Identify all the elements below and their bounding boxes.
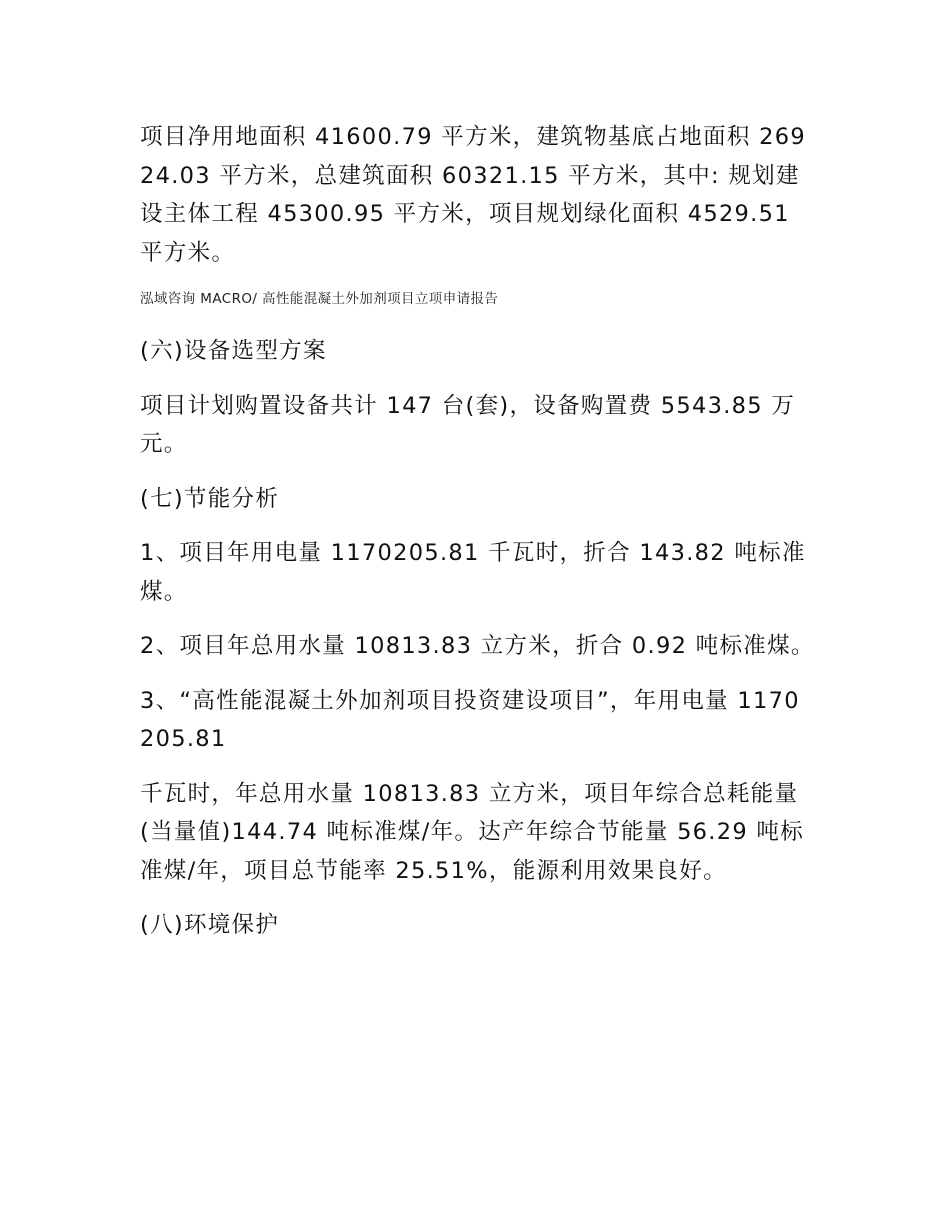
document-page bbox=[140, 118, 815, 961]
energy-item-2: 2、项目年总用水量 10813.83 立方米，折合 0.92 吨标准煤。 bbox=[140, 633, 815, 659]
section-8-heading: (八)环境保护 bbox=[140, 912, 280, 938]
section-7-heading: (七)节能分析 bbox=[140, 485, 280, 512]
equipment-paragraph: 项目计划购置设备共计 147 台(套)，设备购置费 5543.85 万元。 bbox=[140, 392, 796, 457]
energy-summary-paragraph: 千瓦时，年总用水量 10813.83 立方米，项目年综合总耗能量(当量值)144.74 吨标准煤/年。达产年综合节能量 56.29 吨标准煤/年，项目总节能率 25.51%，能源利用效果良好。 bbox=[140, 780, 805, 884]
running-header: 泓域咨询 MACRO/ 高性能混凝土外加剂项目立项申请报告 bbox=[140, 291, 499, 307]
section-6-heading: (六)设备选型方案 bbox=[140, 338, 327, 364]
land-area-paragraph: 项目净用地面积 41600.79 平方米，建筑物基底占地面积 26924.03 平方米，总建筑面积 60321.15 平方米，其中: 规划建设主体工程 45300.95 平方米，项目规划绿化面积 4529.51 平方米。 bbox=[140, 124, 806, 266]
energy-item-1: 1、项目年用电量 1170205.81 千瓦时，折合 143.82 吨标准煤。 bbox=[140, 540, 806, 605]
energy-item-3: 3、“高性能混凝土外加剂项目投资建设项目”，年用电量 1170205.81 bbox=[140, 687, 800, 752]
